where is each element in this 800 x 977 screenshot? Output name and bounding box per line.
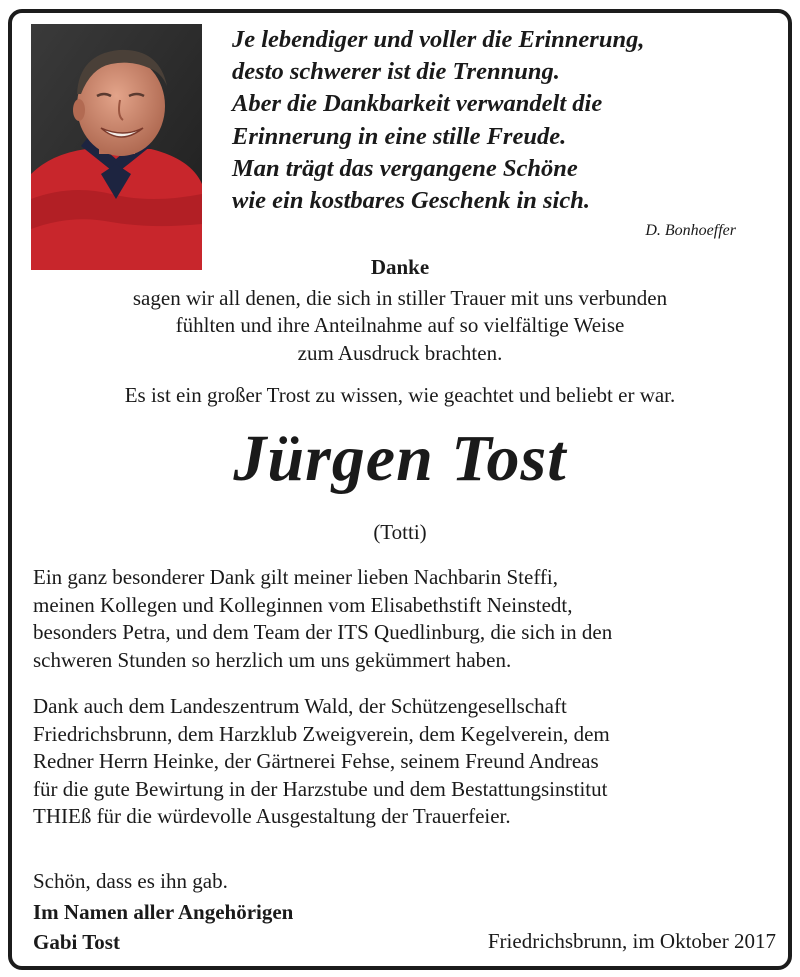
signer-name: Gabi Tost	[33, 930, 120, 954]
closing-block	[33, 866, 293, 958]
portrait-photo	[31, 24, 202, 270]
quote-line: wie ein kostbares Geschenk in sich.	[232, 187, 590, 215]
thanks-line: zum Ausdruck brachten.	[297, 340, 503, 365]
paragraph-line: für die gute Bewirtung in der Harzstube und dem Bestattungsinstitut	[33, 776, 608, 801]
place-date: Friedrichsbrunn, im Oktober 2017	[487, 929, 776, 953]
quote-line: Erinnerung in eine stille Freude.	[232, 122, 567, 150]
portrait-illustration	[31, 24, 202, 270]
thanks-line: fühlten und ihre Anteilnahme auf so vielfältige Weise	[175, 313, 625, 338]
paragraph-line: schweren Stunden so herzlich um uns gekümmert haben.	[33, 647, 512, 672]
thanks-heading: Danke	[370, 255, 430, 279]
deceased-nickname: (Totti)	[373, 520, 427, 544]
quote-line: desto schwerer ist die Trennung.	[232, 58, 560, 86]
paragraph-line: meinen Kollegen und Kolleginnen vom Elisabethstift Neinstedt,	[33, 592, 573, 617]
paragraph-line: Redner Herrn Heinke, der Gärtnerei Fehse, seinem Freund Andreas	[33, 749, 599, 773]
quote-line: Man trägt das vergangene Schöne	[232, 154, 578, 182]
paragraph-line: Ein ganz besonderer Dank gilt meiner lieben Nachbarin Steffi,	[33, 565, 559, 589]
thanks-text	[0, 285, 800, 367]
thanks-line: sagen wir all denen, die sich in stiller Trauer mit uns verbunden	[132, 286, 668, 310]
quote-line: Je lebendiger und voller die Erinnerung,	[232, 26, 645, 53]
further-thanks-paragraph	[33, 693, 610, 831]
quote-author: D. Bonhoeffer	[645, 222, 736, 239]
closing-line: Schön, dass es ihn gab.	[33, 869, 228, 893]
paragraph-line: Friedrichsbrunn, dem Harzklub Zweigverein, dem Kegelverein, dem	[33, 721, 610, 746]
special-thanks-paragraph	[33, 564, 612, 674]
quote-line: Aber die Dankbarkeit verwandelt die	[232, 90, 603, 118]
bonhoeffer-quote	[232, 24, 752, 217]
on-behalf-line: Im Namen aller Angehörigen	[33, 899, 294, 924]
deceased-name: Jürgen Tost	[233, 422, 567, 495]
paragraph-line: besonders Petra, und dem Team der ITS Quedlinburg, die sich in den	[33, 620, 613, 644]
consolation-line: Es ist ein großer Trost zu wissen, wie geachtet und beliebt er war.	[124, 383, 676, 407]
paragraph-line: THIEß für die würdevolle Ausgestaltung der Trauerfeier.	[33, 804, 511, 828]
paragraph-line: Dank auch dem Landeszentrum Wald, der Schützengesellschaft	[33, 694, 567, 718]
